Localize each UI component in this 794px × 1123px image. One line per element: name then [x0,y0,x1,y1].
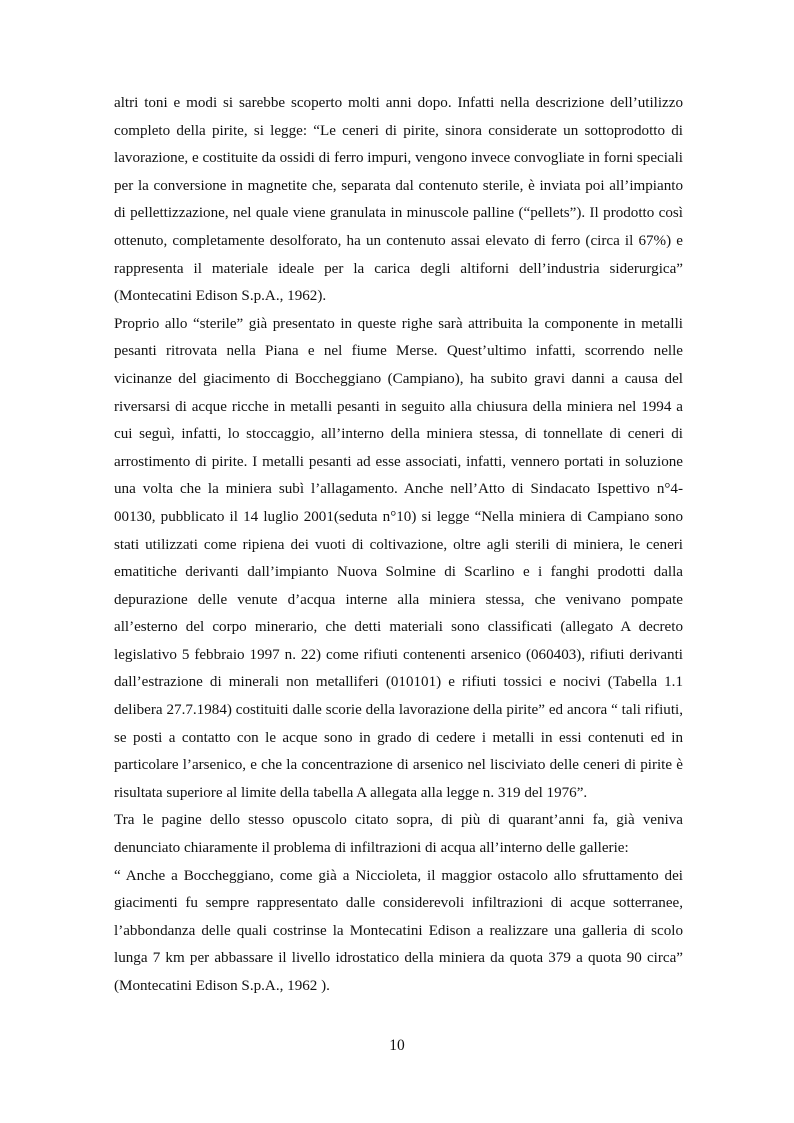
paragraph-boccheggiano-quote: “ Anche a Boccheggiano, come già a Niccioleta, il maggior ostacolo allo sfruttamento dei giacimenti fu sempre rappresentato dalle considerevoli infiltrazioni di acque sotterranee, l’abbondanza delle quali costrinse la Montecatini Edison a realizzare una galleria di scolo lunga 7 km per abbassare il livello idrostatico della miniera da quota 379 a quota 90 circa” (Montecatini Edison S.p.A., 1962 ). [114,867,683,994]
paragraph-pyrite-ash: altri toni e modi si sarebbe scoperto molti anni dopo. Infatti nella descrizione dell’utilizzo completo della pirite, si legge: “Le ceneri di pirite, sinora considerate un sottoprodotto di lavorazione, e costituite da ossidi di ferro impuri, vengono invece convogliate in forni speciali per la conversione in magnetite che, separata dal contenuto sterile, è inviata poi all’impianto di pellettizzazione, nel quale viene granulata in minuscole palline (“pellets”). Il prodotto così ottenuto, completamente desolforato, ha un contenuto assai elevato di ferro (circa il 67%) e rappresenta il materiale ideale per la carica degli altiforni dell’industria siderurgica” (Montecatini Edison S.p.A., 1962). [114,95,683,305]
paragraph-sterile-heavy-metals: Proprio allo “sterile” già presentato in queste righe sarà attribuita la componente in metalli pesanti ritrovata nella Piana e nel fiume Merse. Quest’ultimo infatti, scorrendo nelle vicinanze del giacimento di Boccheggiano (Campiano), ha subito gravi danni a causa del riversarsi di acque ricche in metalli pesanti in seguito alla chiusura della miniera nel 1994 a cui seguì, infatti, lo stoccaggio, all’interno della miniera stessa, di tonnellate di ceneri di arrostimento di pirite. I metalli pesanti ad esse associati, infatti, vennero portati in soluzione una volta che la miniera subì l’allagamento. Anche nell’Atto di Sindacato Ispettivo n°4-00130, pubblicato il 14 luglio 2001(seduta n°10) si legge “Nella miniera di Campiano sono stati utilizzati come ripiena dei vuoti di coltivazione, oltre agli sterili di miniera, le ceneri ematitiche derivanti dall’impianto Nuova Solmine di Scarlino e i fanghi prodotti dalla depurazione delle venute d’acqua interne alla miniera stessa, che venivano pompate all’esterno del corpo minerario, che detti materiali sono classificati (allegato A decreto legislativo 5 febbraio 1997 n. 22) come rifiuti contenenti arsenico (060403), rifiuti derivanti dall’estrazione di minerali non metalliferi (010101) e rifiuti tossici e nocivi (Tabella 1.1 delibera 27.7.1984) costituiti dalle scorie della lavorazione della pirite” ed ancora “ tali rifiuti, se posti a contatto con le acque sono in grado di cedere i metalli in essi contenuti ed in particolare l’arsenico, e che la concentrazione di arsenico nel lisciviato delle ceneri di pirite è risultata superiore al limite della tabella A allegata alla legge n. 319 del 1976”. [114,315,683,801]
page-number: 10 [389,1037,405,1054]
paragraph-water-infiltration-intro: Tra le pagine dello stesso opuscolo citato sopra, di più di quarant’anni fa, già veniva denunciato chiaramente il problema di infiltrazioni di acqua all’interno delle gallerie: [114,812,683,857]
